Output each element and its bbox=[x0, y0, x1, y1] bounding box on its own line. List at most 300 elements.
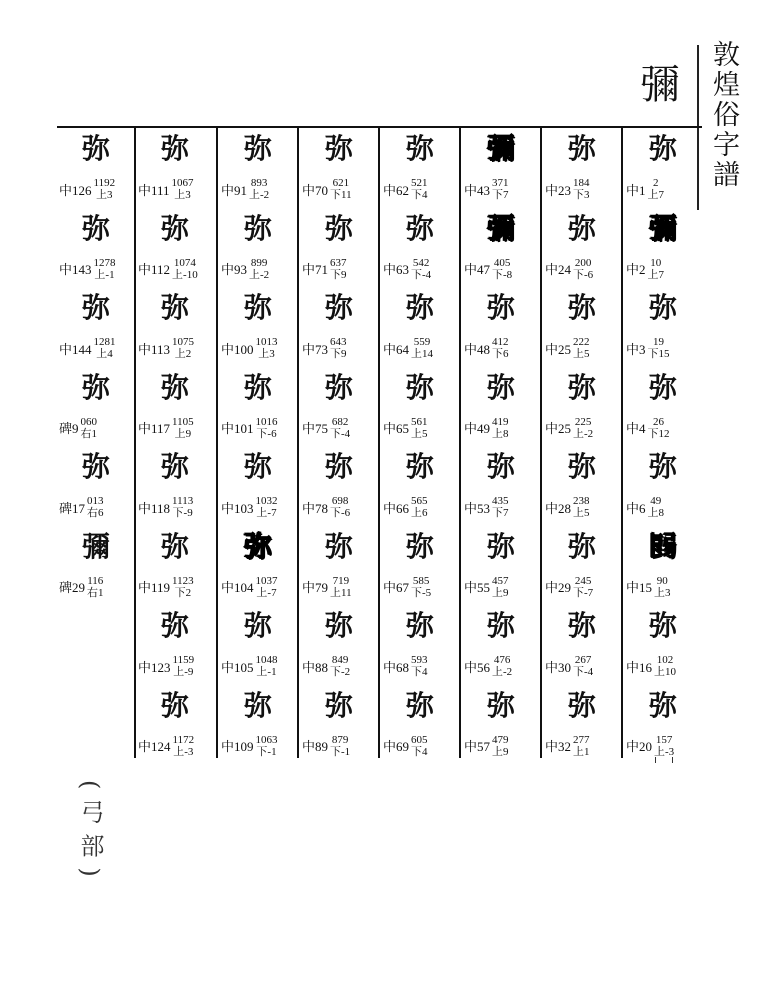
glyph-entry bbox=[298, 130, 380, 212]
source-code: 中105 bbox=[221, 659, 254, 675]
line-position: 上9 bbox=[174, 427, 192, 440]
glyph-entry bbox=[379, 289, 461, 371]
page-line-reference bbox=[330, 495, 350, 519]
page-number: 1075 bbox=[172, 336, 195, 348]
line-position: 下15 bbox=[647, 348, 670, 360]
line-position: 上3 bbox=[174, 189, 191, 201]
line-position: 右6 bbox=[87, 507, 104, 519]
source-code: 中143 bbox=[59, 262, 92, 277]
page-number: 542 bbox=[412, 256, 430, 269]
source-code: 中1 bbox=[626, 182, 646, 198]
line-position: 上-3 bbox=[654, 745, 675, 758]
page-number: 565 bbox=[411, 495, 428, 507]
line-position: 下7 bbox=[492, 189, 509, 201]
page-number: 49 bbox=[650, 495, 662, 507]
source-reference bbox=[302, 649, 378, 683]
page-number: 521 bbox=[411, 177, 428, 189]
page-number: 561 bbox=[411, 415, 428, 428]
source-reference bbox=[464, 570, 540, 604]
source-reference bbox=[383, 172, 459, 206]
source-code: 中64 bbox=[383, 341, 410, 357]
line-position: 下-6 bbox=[573, 268, 594, 281]
page-number: 1063 bbox=[255, 733, 278, 746]
glyph-entry bbox=[217, 369, 299, 451]
page-line-reference bbox=[172, 575, 194, 599]
glyph-variant: 弥 bbox=[160, 609, 189, 642]
page-number: 682 bbox=[331, 415, 349, 428]
line-position: 上3 bbox=[96, 189, 113, 201]
glyph-entry bbox=[379, 528, 461, 610]
source-reference bbox=[626, 490, 702, 524]
page-number: 184 bbox=[573, 177, 590, 189]
glyph-entry bbox=[298, 687, 380, 769]
source-code: 中6 bbox=[626, 500, 646, 516]
source-code: 中23 bbox=[545, 182, 572, 198]
glyph-variant: 弥 bbox=[324, 688, 353, 722]
page-line-reference bbox=[172, 257, 198, 281]
page-line-reference bbox=[492, 416, 509, 440]
glyph-variant: 弥 bbox=[405, 529, 434, 563]
glyph-variant: 弥 bbox=[81, 291, 110, 324]
page-line-reference bbox=[648, 336, 670, 360]
page-line-reference bbox=[648, 177, 665, 201]
glyph-variant: 弥 bbox=[243, 688, 272, 722]
page-number: 238 bbox=[573, 495, 590, 507]
line-position: 上-1 bbox=[94, 268, 115, 281]
line-position: 下7 bbox=[492, 507, 509, 519]
source-code: 中47 bbox=[464, 262, 491, 277]
page-number: 225 bbox=[574, 415, 592, 428]
page-line-reference bbox=[87, 495, 104, 519]
page-line-reference bbox=[648, 495, 665, 519]
source-reference bbox=[302, 570, 378, 604]
source-code: 中119 bbox=[138, 580, 171, 595]
source-code: 中43 bbox=[464, 182, 491, 198]
glyph-variant: 弥 bbox=[160, 450, 189, 483]
glyph-variant: 弥 bbox=[567, 688, 596, 722]
page-number: 1048 bbox=[255, 654, 278, 666]
glyph-entry bbox=[134, 528, 216, 610]
glyph-entry bbox=[622, 130, 704, 212]
page-line-reference bbox=[81, 416, 98, 440]
page-line-reference bbox=[411, 575, 431, 599]
glyph-entry bbox=[622, 289, 704, 371]
glyph-variant: 弥 bbox=[648, 688, 677, 722]
source-reference bbox=[302, 252, 378, 286]
page-number: 405 bbox=[493, 256, 511, 269]
glyph-entry bbox=[134, 289, 216, 371]
glyph-entry bbox=[217, 210, 299, 292]
glyph-entry bbox=[55, 289, 137, 371]
source-code: 中63 bbox=[383, 262, 410, 277]
page-number: 476 bbox=[493, 654, 511, 666]
source-code: 中100 bbox=[221, 341, 254, 357]
source-reference bbox=[138, 570, 214, 604]
source-reference bbox=[221, 490, 297, 524]
page-number: 435 bbox=[492, 495, 509, 507]
page-number: 102 bbox=[656, 654, 674, 666]
page-number: 1123 bbox=[172, 574, 194, 587]
glyph-entry bbox=[379, 448, 461, 530]
source-reference bbox=[138, 172, 214, 206]
glyph-variant: 弥 bbox=[567, 211, 596, 245]
source-code: 中71 bbox=[302, 262, 329, 277]
glyph-entry bbox=[460, 130, 542, 212]
page-line-reference bbox=[492, 654, 512, 678]
source-code: 中118 bbox=[138, 500, 171, 516]
page-line-reference bbox=[411, 654, 428, 678]
glyph-variant: 弥 bbox=[324, 609, 353, 642]
source-code: 中78 bbox=[302, 500, 329, 516]
glyph-entry bbox=[622, 369, 704, 451]
page-line-reference bbox=[654, 654, 676, 678]
glyph-entry bbox=[217, 289, 299, 371]
page-line-reference bbox=[573, 734, 590, 758]
glyph-entry bbox=[379, 210, 461, 292]
page-number: 157 bbox=[655, 733, 673, 746]
glyph-variant: 弥 bbox=[486, 291, 515, 324]
source-code: 中111 bbox=[138, 182, 170, 198]
page-line-reference bbox=[87, 575, 104, 599]
line-position: 下-4 bbox=[330, 427, 351, 440]
source-code: 中79 bbox=[302, 580, 329, 595]
page-line-reference bbox=[330, 257, 347, 281]
glyph-entry bbox=[622, 448, 704, 530]
page-number: 1013 bbox=[255, 336, 278, 348]
line-position: 右1 bbox=[87, 586, 104, 599]
source-reference bbox=[464, 252, 540, 286]
page-number: 1113 bbox=[172, 495, 194, 507]
page-line-reference bbox=[492, 257, 512, 281]
source-reference bbox=[464, 490, 540, 524]
page-number: 479 bbox=[492, 733, 509, 746]
source-reference bbox=[464, 331, 540, 365]
line-position: 下-4 bbox=[411, 268, 432, 281]
glyph-entry bbox=[622, 528, 704, 610]
page-number: 1172 bbox=[172, 733, 195, 746]
glyph-variant: 弥 bbox=[81, 370, 110, 404]
page-line-reference bbox=[573, 495, 590, 519]
glyph-entry bbox=[379, 607, 461, 689]
line-position: 上3 bbox=[654, 586, 671, 599]
glyph-variant: 弥 bbox=[405, 370, 434, 404]
page-number: 893 bbox=[250, 177, 268, 189]
page-number: 19 bbox=[653, 336, 665, 348]
page-line-reference bbox=[256, 416, 278, 440]
source-reference bbox=[626, 331, 702, 365]
page-line-reference bbox=[172, 416, 194, 440]
line-position: 上8 bbox=[492, 427, 509, 440]
glyph-entry bbox=[55, 130, 137, 212]
source-reference bbox=[545, 411, 621, 445]
page-line-reference bbox=[256, 654, 278, 678]
glyph-variant: 彌 bbox=[648, 211, 677, 245]
source-code: 中49 bbox=[464, 421, 491, 436]
source-code: 碑17 bbox=[59, 500, 86, 516]
glyph-variant: 弥 bbox=[567, 609, 596, 642]
page-line-reference bbox=[573, 575, 593, 599]
source-code: 中30 bbox=[545, 659, 572, 675]
glyph-variant: 𢏽 bbox=[648, 529, 677, 563]
line-position: 下-5 bbox=[411, 586, 432, 599]
line-position: 下-4 bbox=[573, 666, 594, 678]
page-number: 267 bbox=[574, 654, 592, 666]
glyph-entry bbox=[134, 369, 216, 451]
line-position: 上3 bbox=[258, 348, 275, 360]
glyph-variant: 弥 bbox=[81, 450, 110, 483]
source-reference bbox=[464, 172, 540, 206]
source-code: 中55 bbox=[464, 580, 491, 595]
line-position: 下12 bbox=[647, 427, 670, 440]
glyph-variant: 弥 bbox=[160, 211, 189, 245]
page-number: 457 bbox=[492, 574, 509, 587]
page-number: 621 bbox=[332, 177, 350, 189]
glyph-variant: 弥 bbox=[160, 370, 189, 404]
glyph-entry bbox=[379, 687, 461, 769]
page-number: 245 bbox=[574, 574, 592, 587]
source-code: 中104 bbox=[221, 580, 254, 595]
glyph-entry bbox=[217, 448, 299, 530]
page-line-reference bbox=[411, 734, 428, 758]
line-position: 上-9 bbox=[173, 666, 194, 678]
glyph-variant: 弥 bbox=[160, 132, 189, 165]
line-position: 上-7 bbox=[256, 586, 277, 599]
page-line-reference bbox=[172, 177, 194, 201]
source-code: 中70 bbox=[302, 182, 329, 198]
source-reference bbox=[221, 252, 297, 286]
source-reference bbox=[59, 252, 135, 286]
page-line-reference bbox=[249, 177, 269, 201]
page-line-reference bbox=[330, 336, 347, 360]
source-reference bbox=[302, 729, 378, 763]
page-number: 1159 bbox=[172, 654, 195, 666]
glyph-variant: 弥 bbox=[324, 291, 353, 324]
source-reference bbox=[626, 172, 702, 206]
glyph-entry bbox=[460, 369, 542, 451]
glyph-entry bbox=[541, 369, 623, 451]
glyph-entry bbox=[379, 369, 461, 451]
margin-note: (弓部) bbox=[76, 780, 104, 887]
glyph-entry bbox=[541, 130, 623, 212]
source-reference bbox=[545, 331, 621, 365]
source-reference bbox=[383, 252, 459, 286]
page-line-reference bbox=[94, 257, 116, 281]
glyph-variant: 弥 bbox=[405, 688, 434, 722]
page-number: 879 bbox=[331, 733, 349, 746]
line-position: 下-2 bbox=[330, 666, 351, 678]
glyph-entry bbox=[134, 210, 216, 292]
source-code: 中62 bbox=[383, 182, 410, 198]
page-number: 559 bbox=[413, 336, 431, 348]
source-code: 中56 bbox=[464, 659, 491, 675]
line-position: 上9 bbox=[492, 586, 509, 599]
source-reference bbox=[59, 331, 135, 365]
glyph-variant: 弥 bbox=[324, 370, 353, 404]
page-line-reference bbox=[330, 575, 352, 599]
glyph-entry bbox=[460, 528, 542, 610]
glyph-variant: 弥 bbox=[243, 132, 272, 165]
glyph-entry bbox=[298, 607, 380, 689]
source-reference bbox=[221, 649, 297, 683]
page-number: 1037 bbox=[255, 574, 278, 587]
glyph-entry bbox=[460, 687, 542, 769]
source-code: 中126 bbox=[59, 182, 92, 198]
glyph-entry bbox=[134, 130, 216, 212]
page-number: 719 bbox=[332, 574, 350, 587]
glyph-variant: 弥 bbox=[160, 291, 189, 324]
glyph-variant: 弥 bbox=[405, 450, 434, 483]
source-code: 中48 bbox=[464, 341, 491, 357]
glyph-entry bbox=[217, 687, 299, 769]
line-position: 下11 bbox=[330, 189, 352, 201]
source-reference bbox=[383, 649, 459, 683]
page-line-reference bbox=[330, 177, 352, 201]
source-code: 中4 bbox=[626, 421, 646, 436]
page-number: 10 bbox=[650, 256, 662, 269]
source-code: 碑29 bbox=[59, 580, 86, 595]
line-position: 下-9 bbox=[172, 507, 193, 519]
source-code: 中144 bbox=[59, 341, 92, 357]
page-line-reference bbox=[249, 257, 269, 281]
source-code: 中75 bbox=[302, 421, 329, 436]
line-position: 上8 bbox=[647, 507, 665, 519]
line-position: 上-3 bbox=[173, 745, 194, 758]
page-number: 116 bbox=[87, 574, 104, 587]
glyph-variant: 彌 bbox=[486, 211, 515, 245]
source-code: 中91 bbox=[221, 182, 248, 198]
page-number: 585 bbox=[412, 574, 430, 587]
line-position: 下6 bbox=[492, 348, 509, 360]
glyph-variant: 弥 bbox=[405, 132, 434, 165]
source-code: 中123 bbox=[138, 659, 171, 675]
line-position: 下-7 bbox=[573, 586, 594, 599]
source-code: 中103 bbox=[221, 500, 254, 516]
page-line-reference bbox=[330, 734, 350, 758]
page-line-reference bbox=[173, 654, 195, 678]
glyph-variant: 彌 bbox=[81, 529, 110, 563]
glyph-variant: 弥 bbox=[567, 450, 596, 483]
source-code: 中68 bbox=[383, 659, 410, 675]
glyph-variant: 弥 bbox=[648, 450, 677, 483]
glyph-entry bbox=[134, 448, 216, 530]
glyph-variant: 弥 bbox=[243, 211, 272, 245]
page-number: 26 bbox=[653, 415, 665, 428]
glyph-entry bbox=[298, 369, 380, 451]
source-code: 中57 bbox=[464, 739, 491, 754]
source-reference bbox=[464, 649, 540, 683]
source-reference bbox=[59, 490, 135, 524]
source-code: 中89 bbox=[302, 739, 329, 754]
glyph-variant: 弥 bbox=[648, 132, 677, 165]
source-code: 中101 bbox=[221, 421, 254, 436]
glyph-variant: 弥 bbox=[243, 529, 272, 563]
page-line-reference bbox=[411, 416, 428, 440]
glyph-variant: 弥 bbox=[486, 688, 515, 722]
glyph-entry bbox=[460, 607, 542, 689]
source-reference bbox=[221, 172, 297, 206]
page-number: 277 bbox=[573, 733, 590, 746]
page-line-reference bbox=[492, 495, 509, 519]
page-line-reference bbox=[256, 495, 278, 519]
line-position: 上5 bbox=[411, 427, 428, 440]
glyph-variant: 弥 bbox=[486, 529, 515, 563]
source-reference bbox=[383, 570, 459, 604]
line-position: 右1 bbox=[80, 427, 98, 440]
line-position: 上-2 bbox=[573, 427, 594, 440]
line-position: 下-1 bbox=[256, 745, 277, 758]
glyph-entry bbox=[460, 289, 542, 371]
page-number: 2 bbox=[653, 177, 659, 189]
source-code: 中3 bbox=[626, 341, 646, 357]
source-code: 中24 bbox=[545, 262, 572, 277]
source-code: 中25 bbox=[545, 341, 572, 357]
glyph-variant: 弥 bbox=[160, 529, 189, 563]
page-line-reference bbox=[648, 257, 665, 281]
glyph-variant: 弥 bbox=[405, 211, 434, 245]
line-position: 上1 bbox=[573, 745, 590, 758]
line-position: 上4 bbox=[96, 348, 113, 360]
source-code: 中109 bbox=[221, 739, 254, 754]
glyph-entry bbox=[55, 210, 137, 292]
glyph-entry bbox=[379, 130, 461, 212]
line-position: 下-8 bbox=[492, 268, 513, 281]
line-position: 上2 bbox=[174, 348, 192, 360]
glyph-entry bbox=[134, 687, 216, 769]
glyph-variant: 弥 bbox=[567, 132, 596, 165]
page-number: 849 bbox=[331, 654, 349, 666]
line-position: 上11 bbox=[330, 586, 352, 599]
line-position: 上7 bbox=[647, 268, 665, 281]
glyph-entry bbox=[622, 687, 704, 769]
source-reference bbox=[59, 411, 135, 445]
source-reference bbox=[221, 411, 297, 445]
source-reference bbox=[383, 490, 459, 524]
page-line-reference bbox=[573, 416, 593, 440]
line-position: 上6 bbox=[411, 507, 428, 519]
line-position: 下3 bbox=[573, 189, 590, 201]
source-code: 碑9 bbox=[59, 421, 79, 436]
source-reference bbox=[221, 331, 297, 365]
page-number: 1016 bbox=[255, 415, 278, 428]
glyph-entry bbox=[298, 528, 380, 610]
source-reference bbox=[545, 649, 621, 683]
source-reference bbox=[464, 729, 540, 763]
source-code: 中113 bbox=[138, 341, 171, 357]
page-number: 1074 bbox=[173, 256, 196, 269]
glyph-entry bbox=[134, 607, 216, 689]
glyph-entry bbox=[217, 528, 299, 610]
page-number: 200 bbox=[574, 256, 592, 269]
source-reference bbox=[59, 172, 135, 206]
glyph-variant: 弥 bbox=[81, 132, 110, 165]
source-reference bbox=[545, 490, 621, 524]
page-number: 060 bbox=[80, 415, 98, 428]
source-reference bbox=[302, 172, 378, 206]
source-reference bbox=[138, 252, 214, 286]
source-code: 中88 bbox=[302, 659, 329, 675]
glyph-entry bbox=[298, 448, 380, 530]
source-reference bbox=[383, 729, 459, 763]
line-position: 上9 bbox=[492, 745, 509, 758]
page-line-reference bbox=[411, 336, 433, 360]
page-number: 222 bbox=[573, 336, 590, 348]
line-position: 下9 bbox=[330, 268, 347, 281]
page-line-reference bbox=[330, 654, 350, 678]
source-reference bbox=[626, 570, 702, 604]
glyph-variant: 弥 bbox=[405, 609, 434, 642]
line-position: 下9 bbox=[330, 348, 347, 360]
source-reference bbox=[383, 331, 459, 365]
